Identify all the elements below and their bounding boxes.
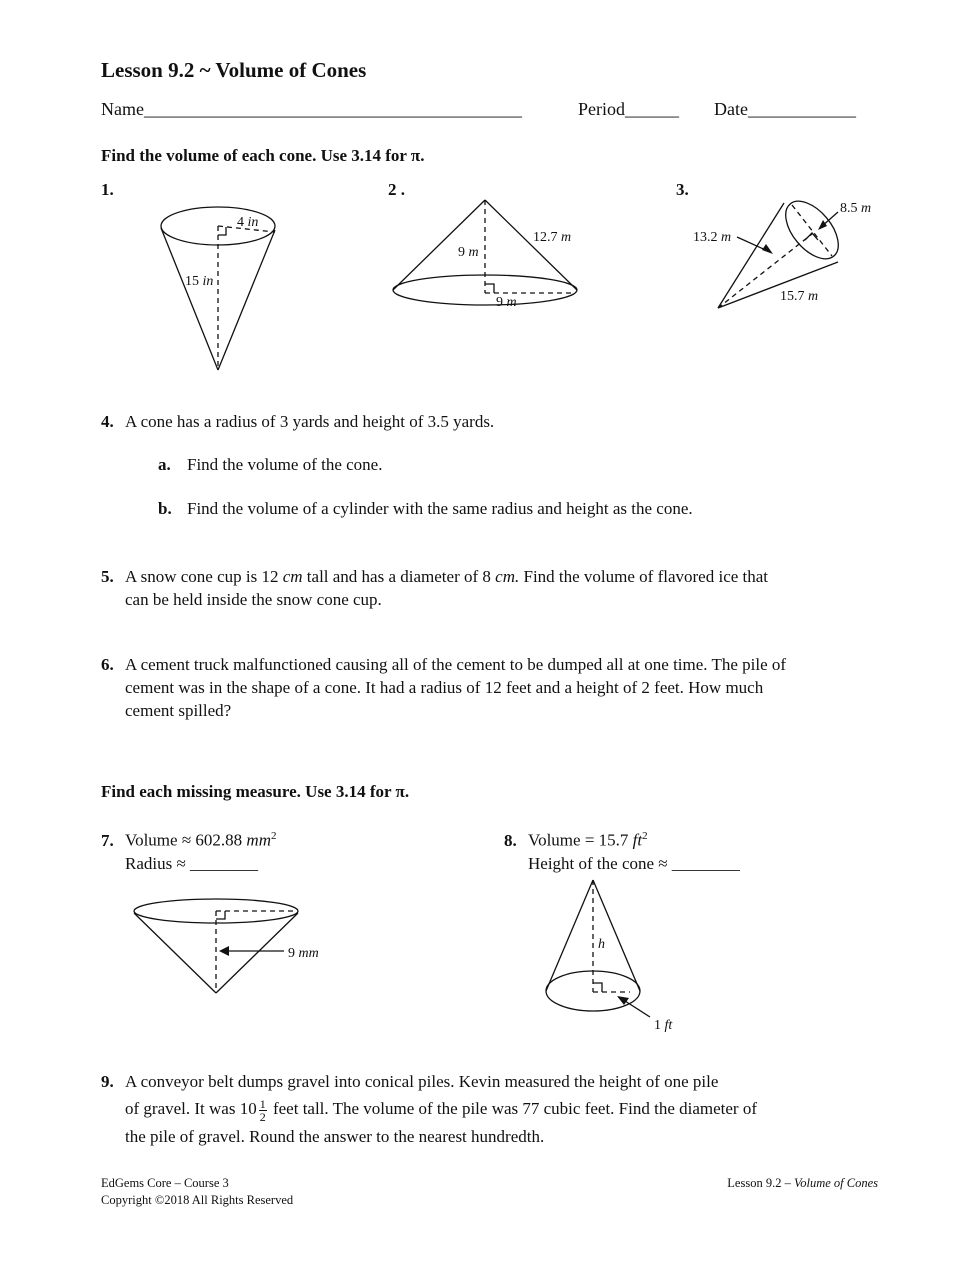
cone8-arrow-line [625,1001,650,1017]
cone1-radius-label: 4 in [237,215,259,230]
date-field[interactable]: Date____________ [714,99,856,119]
name-field[interactable]: Name__________________________________________ [101,99,522,119]
cone8-height-label: h [598,937,605,952]
cone7-side-left [134,913,216,993]
cone8-right-angle [593,983,602,992]
cone8-side-left [546,880,593,991]
problem-5-number: 5. [101,567,114,586]
cone3-side-top [718,203,784,308]
cone3-side-bottom [718,262,838,308]
cone2-height-label: 9 m [458,245,479,260]
problem-7-number: 7. [101,830,114,850]
cone8-arrowhead [617,996,629,1005]
cone2-slant-label: 12.7 m [533,230,572,245]
problem-2-number: 2 . [388,180,405,199]
problem-7: 7. Volume ≈ 602.88 $mm^2$ Radius ≈ ________ [101,830,277,873]
cone3-slant-label: 13.2 m [693,230,732,245]
cone8-side-right [593,880,640,991]
problem-1-number: 1. [101,180,114,199]
problem-4-text: A cone has a radius of 3 yards and height of 3.5 yards. [125,412,495,431]
cone8-radius-label: 1 ft [654,1018,673,1033]
section1-instruction: Find the volume of each cone. Use 3.14 for π. [101,146,425,165]
problem-3-number: 3. [676,180,689,199]
problem-8-number: 8. [504,830,517,850]
problem-6-number: 6. [101,655,114,674]
fraction-one-half: $\frac{1}{2}$ [259,1096,266,1124]
problem-8: 8. Volume = 15.7 $ft^2$ Height of the cone ≈ ________ [504,830,740,873]
cone1-slant-label: 15 in [185,274,214,289]
problem-9-number: 9. [101,1072,114,1091]
footer-lesson: Lesson 9.2 – Volume of Cones [727,1176,878,1190]
problem-5: 5. A snow cone cup is 12 cm tall and has a diameter of 8 cm. Find the volume of flavored ice that can be held inside the snow cone cup. [101,567,769,609]
footer-course: EdGems Core – Course 3 [101,1176,229,1190]
problem-4b: b. Find the volume of a cylinder with the same radius and height as the cone. [158,499,693,518]
cone7-right-angle [216,911,225,919]
section2-instruction: Find each missing measure. Use 3.14 for π. [101,782,410,801]
problem-4 [101,410,494,433]
problem-4a: a. Find the volume of the cone. [158,455,383,474]
cone3-diameter-label: 8.5 m [840,201,872,216]
cone1-side-left [161,228,218,370]
cone3-diam-arrowhead [818,220,827,230]
cone3-diameter-line [792,205,832,256]
cone1-side-right [218,230,275,370]
problem-6: 6. A cement truck malfunctioned causing all of the cement to be dumped all at one time. The pile of cement was in the shape of a cone. It had a radius of 12 feet and a height of 2 feet. How much cement spilled? [101,655,787,720]
cone2-radius-label: 9 m [496,295,517,310]
problem-9: 9. A conveyor belt dumps gravel into conical piles. Kevin measured the height of one pile of gravel. It was 10 $\frac{1}{2}$ feet tall. The volume of the pile was 77 cubic feet. Find the diameter of the pile of gravel. Round the answer to the nearest hundredth. [101,1068,757,1150]
footer-copyright: Copyright ©2018 All Rights Reserved [101,1193,294,1207]
cone3-height-label: 15.7 m [780,289,819,304]
cone1-right-angle [218,227,226,235]
cone2-right-angle [485,284,494,293]
problem-4-number: 4. [101,412,114,431]
cone7-label: 9 mm [288,946,319,961]
cone7-arrowhead [219,946,229,956]
cone3-base-ellipse [776,192,849,269]
cone3-slant-arrowhead [762,244,773,254]
page-title: Lesson 9.2 ~ Volume of Cones [101,58,367,82]
period-field[interactable]: Period______ [578,99,679,119]
